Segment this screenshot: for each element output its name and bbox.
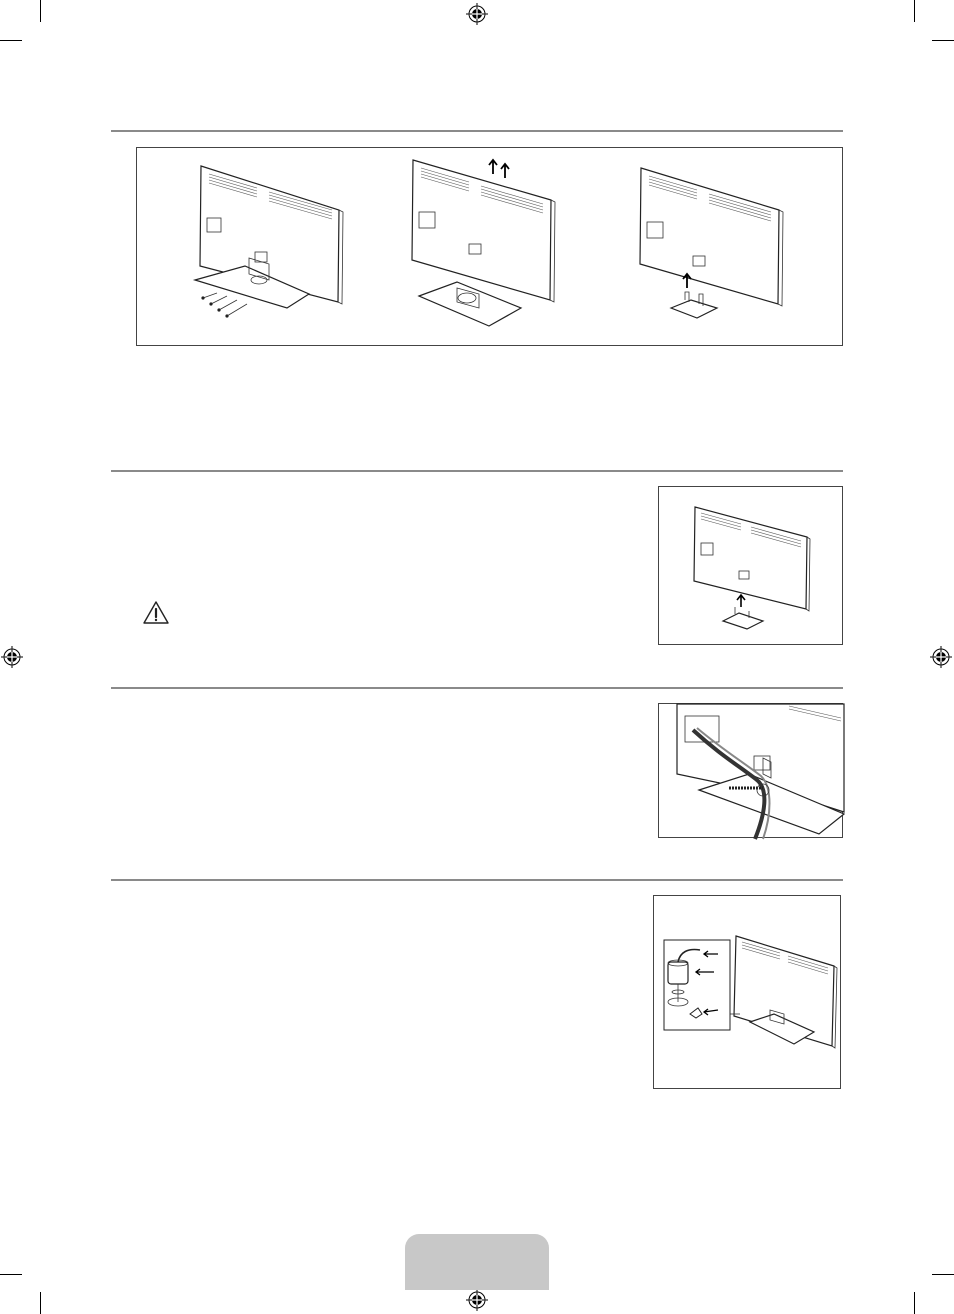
section-rule-3 [111,687,843,689]
section-rule-2 [111,470,843,472]
stand-removal-figure-panel [136,147,843,346]
section-rule-4 [111,879,843,881]
section-rule-1 [111,130,843,132]
tv-lifted-off-stand [412,160,555,326]
stand-guide-removed [640,168,783,318]
warning-triangle-icon [142,600,170,626]
page-number-tab [405,1234,549,1290]
tv-back-with-stand-and-screws [195,166,343,318]
ferrite-core-figure [653,895,841,1089]
cable-holder-figure [658,703,843,838]
stand-guide-figure [658,486,843,645]
